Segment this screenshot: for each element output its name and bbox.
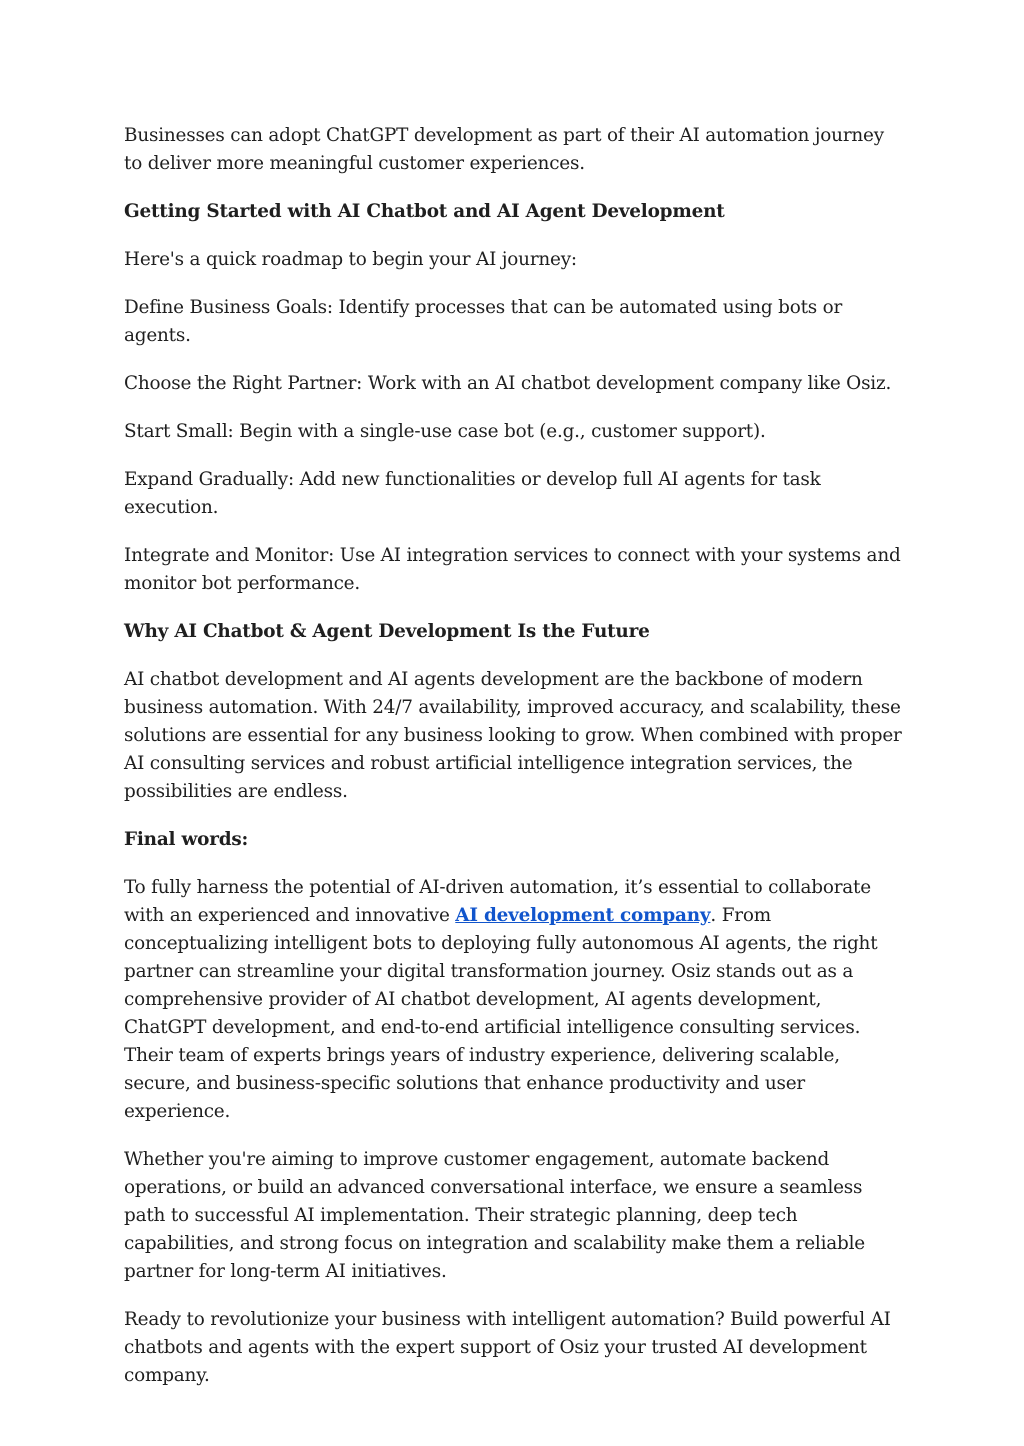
heading-getting-started: Getting Started with AI Chatbot and AI Agent Development — [124, 201, 725, 222]
step-expand-gradually: Expand Gradually: Add new functionalities or develop full AI agents for task execution. — [124, 469, 821, 518]
step-integrate-monitor: Integrate and Monitor: Use AI integration services to connect with your systems and monitor bot performance. — [124, 545, 901, 594]
step-choose-partner: Choose the Right Partner: Work with an AI chatbot development company like Osiz. — [124, 373, 892, 394]
intro-paragraph: Businesses can adopt ChatGPT development as part of their AI automation journey to deliver more meaningful customer experiences. — [124, 125, 884, 174]
ai-development-company-link[interactable]: AI development company — [455, 905, 711, 926]
final-paragraph-3: Ready to revolutionize your business with intelligent automation? Build powerful AI chatbots and agents with the expert support of Osiz your trusted AI development company. — [124, 1309, 891, 1386]
final-p1-text-before: To fully harness the potential of AI-driven automation, it’s essential to collaborate with an experienced and innovative — [124, 877, 871, 926]
final-paragraph-1 — [124, 874, 904, 1126]
future-paragraph: AI chatbot development and AI agents development are the backbone of modern business automation. With 24/7 availability, improved accuracy, and scalability, these solutions are essential for any business looking to grow. When combined with proper AI consulting services and robust artificial intelligence integration services, the possibilities are endless. — [124, 669, 902, 802]
step-define-goals: Define Business Goals: Identify processes that can be automated using bots or agents. — [124, 297, 843, 346]
roadmap-lead: Here's a quick roadmap to begin your AI journey: — [124, 249, 577, 270]
heading-future: Why AI Chatbot & Agent Development Is the Future — [124, 621, 650, 642]
final-paragraph-2: Whether you're aiming to improve customer engagement, automate backend operations, or build an advanced conversational interface, we ensure a seamless path to successful AI implementation. Their strategic planning, deep tech capabilities, and strong focus on integration and scalability make them a reliable partner for long-term AI initiatives. — [124, 1149, 865, 1282]
document-page — [124, 122, 904, 1410]
step-start-small: Start Small: Begin with a single-use case bot (e.g., customer support). — [124, 421, 766, 442]
heading-final-words: Final words: — [124, 829, 249, 850]
final-p1-text-after: . From conceptualizing intelligent bots to deploying fully autonomous AI agents, the right partner can streamline your digital transformation journey. Osiz stands out as a comprehensive provider of AI chatbot development, AI agents development, ChatGPT development, and end-to-end artificial intelligence consulting services. Their team of experts brings years of industry experience, delivering scalable, secure, and business-specific solutions that enhance productivity and user experience. — [124, 905, 878, 1122]
